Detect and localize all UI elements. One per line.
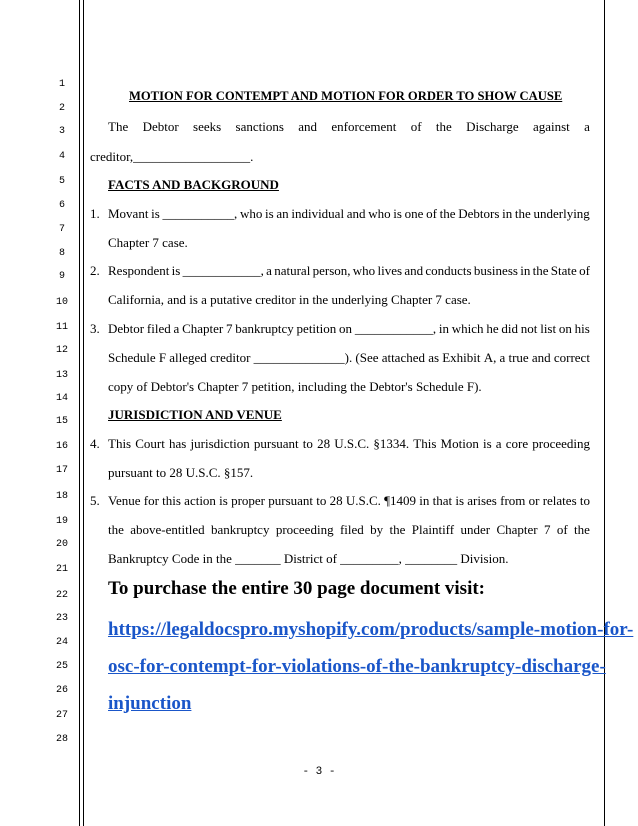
word: Respondent <box>108 263 170 278</box>
word: is <box>171 263 181 278</box>
word: of <box>410 119 422 134</box>
line-number: 22 <box>55 590 68 601</box>
word: natural <box>274 263 311 278</box>
line-number: 13 <box>55 370 68 381</box>
word: to <box>316 493 327 508</box>
line-number: 14 <box>55 393 68 404</box>
word: Chapter <box>496 522 538 537</box>
word: and <box>298 119 318 134</box>
p2-number: 2. <box>90 263 100 278</box>
word: Movant <box>108 206 149 221</box>
word: the <box>439 206 456 221</box>
word: and <box>346 206 366 221</box>
word: pursuant <box>268 493 314 508</box>
word: the <box>435 119 452 134</box>
word: sanctions <box>235 119 284 134</box>
word: in <box>520 263 531 278</box>
word: Schedule <box>108 350 156 365</box>
line-number: 5 <box>58 176 65 187</box>
word: the <box>514 206 531 221</box>
p3-line-2 <box>108 350 590 366</box>
word: for <box>143 493 159 508</box>
word: attached <box>381 350 425 365</box>
word: Debtor <box>142 119 179 134</box>
word: who <box>352 263 376 278</box>
purchase-heading: To purchase the entire 30 page document visit: <box>108 578 486 599</box>
word: alleged <box>169 350 207 365</box>
word: a <box>584 119 590 134</box>
word: to <box>302 436 313 451</box>
word: Chapter <box>182 321 224 336</box>
purchase-link-line-3[interactable]: injunction <box>108 693 192 714</box>
word: the <box>108 522 124 537</box>
p5-number: 5. <box>90 493 100 508</box>
line-number: 8 <box>58 248 65 259</box>
line-number: 2 <box>58 103 65 114</box>
line-number: 7 <box>58 224 65 235</box>
p1-line-1 <box>108 206 590 222</box>
word: proceeding <box>532 436 590 451</box>
p4-line-2: pursuant to 28 U.S.C. §157. <box>108 465 254 480</box>
word: jurisdiction <box>190 436 250 451</box>
page-number: - 3 - <box>302 766 336 778</box>
line-number: 17 <box>55 465 68 476</box>
line-number: 18 <box>55 491 68 502</box>
word: This <box>108 436 132 451</box>
word: Exhibit <box>442 350 481 365</box>
line-number: 20 <box>55 539 68 550</box>
word: filed <box>146 321 171 336</box>
line-number: 27 <box>55 710 68 721</box>
word: to <box>579 493 590 508</box>
word: ______________). <box>253 350 353 365</box>
word: creditor <box>210 350 251 365</box>
word: the <box>389 522 406 537</box>
word: and <box>531 350 551 365</box>
word: 7 <box>543 522 551 537</box>
word: not <box>520 321 538 336</box>
word: he <box>486 321 499 336</box>
word: bankruptcy <box>235 321 294 336</box>
facts-heading: FACTS AND BACKGROUND <box>108 177 279 192</box>
word: true <box>508 350 529 365</box>
word: action <box>184 493 216 508</box>
word: from <box>500 493 526 508</box>
line-number: 10 <box>55 297 68 308</box>
word: the <box>574 522 590 537</box>
left-margin-rule-outer <box>79 0 80 826</box>
word: of <box>556 522 568 537</box>
word: or <box>528 493 540 508</box>
word: arises <box>467 493 497 508</box>
line-number: 23 <box>55 613 68 624</box>
purchase-link-line-1[interactable]: https://legaldocspro.myshopify.com/products/sample-motion-for- <box>108 619 634 640</box>
line-number: 4 <box>58 151 65 162</box>
line-number: 21 <box>55 564 68 575</box>
p1-number: 1. <box>90 206 100 221</box>
word: Plaintiff <box>411 522 455 537</box>
word: The <box>108 119 129 134</box>
word: F <box>158 350 167 365</box>
word: proper <box>231 493 266 508</box>
word: lives <box>377 263 403 278</box>
word: is <box>219 493 228 508</box>
word: a <box>495 436 502 451</box>
word: 28 <box>329 493 343 508</box>
p1-line-2: Chapter 7 case. <box>108 235 188 250</box>
line-number: 11 <box>55 322 68 333</box>
word: ¶1409 <box>384 493 417 508</box>
word: Debtors <box>458 206 500 221</box>
word: a <box>266 263 272 278</box>
line-number: 16 <box>55 441 68 452</box>
purchase-link-line-2[interactable]: osc-for-contempt-for-violations-of-the-bankruptcy-discharge- <box>108 656 606 677</box>
word: §1334. <box>373 436 410 451</box>
word: an <box>276 206 289 221</box>
word: Motion <box>440 436 479 451</box>
word: U.S.C. <box>345 493 381 508</box>
word: proceeding <box>275 522 334 537</box>
word: one <box>404 206 424 221</box>
word: ____________, <box>182 263 264 278</box>
p4-line-1 <box>108 436 590 452</box>
word: Debtor <box>108 321 145 336</box>
word: above-entitled <box>130 522 205 537</box>
line-number: 19 <box>55 516 68 527</box>
word: A, <box>483 350 497 365</box>
word: (See <box>355 350 379 365</box>
word: by <box>370 522 384 537</box>
jurisdiction-heading: JURISDICTION AND VENUE <box>108 407 282 422</box>
word: in <box>502 206 513 221</box>
line-number: 26 <box>55 685 68 696</box>
word: did <box>501 321 519 336</box>
word: Court <box>135 436 165 451</box>
word: which <box>451 321 484 336</box>
word: in <box>419 493 430 508</box>
left-margin-rule-inner <box>83 0 84 826</box>
p2-line-1 <box>108 263 590 279</box>
word: core <box>505 436 529 451</box>
intro-continuation: creditor,__________________. <box>90 149 254 164</box>
word: U.S.C. <box>334 436 370 451</box>
word: has <box>169 436 187 451</box>
word: under <box>460 522 491 537</box>
p3-line-1 <box>108 321 590 337</box>
word: individual <box>291 206 345 221</box>
word: his <box>574 321 590 336</box>
p3-line-3: copy of Debtor's Chapter 7 petition, including the Debtor's Schedule F). <box>108 379 482 394</box>
word: is <box>265 206 274 221</box>
word: bankruptcy <box>210 522 270 537</box>
document-title: MOTION FOR CONTEMPT AND MOTION FOR ORDER TO SHOW CAUSE <box>129 89 563 103</box>
line-number: 24 <box>55 637 68 648</box>
word: on <box>339 321 353 336</box>
word: Discharge <box>466 119 519 134</box>
word: the <box>532 263 549 278</box>
line-number: 12 <box>55 345 68 356</box>
word: This <box>413 436 437 451</box>
word: seeks <box>193 119 222 134</box>
word: underlying <box>533 206 590 221</box>
word: list <box>540 321 557 336</box>
word: pursuant <box>253 436 299 451</box>
word: filed <box>339 522 364 537</box>
word: person, <box>312 263 351 278</box>
word: ____________, <box>354 321 437 336</box>
word: State <box>550 263 577 278</box>
word: relates <box>542 493 577 508</box>
word: as <box>428 350 440 365</box>
word: correct <box>553 350 590 365</box>
p3-number: 3. <box>90 321 100 336</box>
p5-line-3: Bankruptcy Code in the _______ District of _________, ________ Division. <box>108 551 509 566</box>
line-number: 6 <box>58 200 65 211</box>
word: is <box>455 493 465 508</box>
line-number: 15 <box>55 416 68 427</box>
word: who <box>368 206 391 221</box>
word: of <box>579 263 590 278</box>
word: petition <box>296 321 337 336</box>
word: a <box>173 321 180 336</box>
word: business <box>473 263 518 278</box>
word: is <box>393 206 402 221</box>
p4-number: 4. <box>90 436 100 451</box>
word: in <box>438 321 449 336</box>
word: conducts <box>425 263 472 278</box>
word: who <box>239 206 263 221</box>
word: Venue <box>108 493 141 508</box>
word: 28 <box>317 436 331 451</box>
word: 7 <box>226 321 233 336</box>
word: of <box>426 206 437 221</box>
word: and <box>404 263 424 278</box>
word: this <box>162 493 181 508</box>
right-margin-rule <box>604 0 605 826</box>
line-number: 25 <box>55 661 68 672</box>
p2-line-2: California, and is a putative creditor in the underlying Chapter 7 case. <box>108 292 471 307</box>
word: a <box>499 350 506 365</box>
line-number: 3 <box>58 126 65 137</box>
intro-line <box>108 119 590 135</box>
word: on <box>558 321 572 336</box>
word: ___________, <box>162 206 238 221</box>
word: against <box>532 119 570 134</box>
word: is <box>482 436 492 451</box>
word: is <box>151 206 160 221</box>
p5-line-2 <box>108 522 590 538</box>
line-number: 9 <box>58 271 65 282</box>
line-number: 28 <box>55 734 68 745</box>
line-number: 1 <box>58 79 65 90</box>
word: that <box>432 493 453 508</box>
p5-line-1 <box>108 493 590 509</box>
word: enforcement <box>331 119 397 134</box>
